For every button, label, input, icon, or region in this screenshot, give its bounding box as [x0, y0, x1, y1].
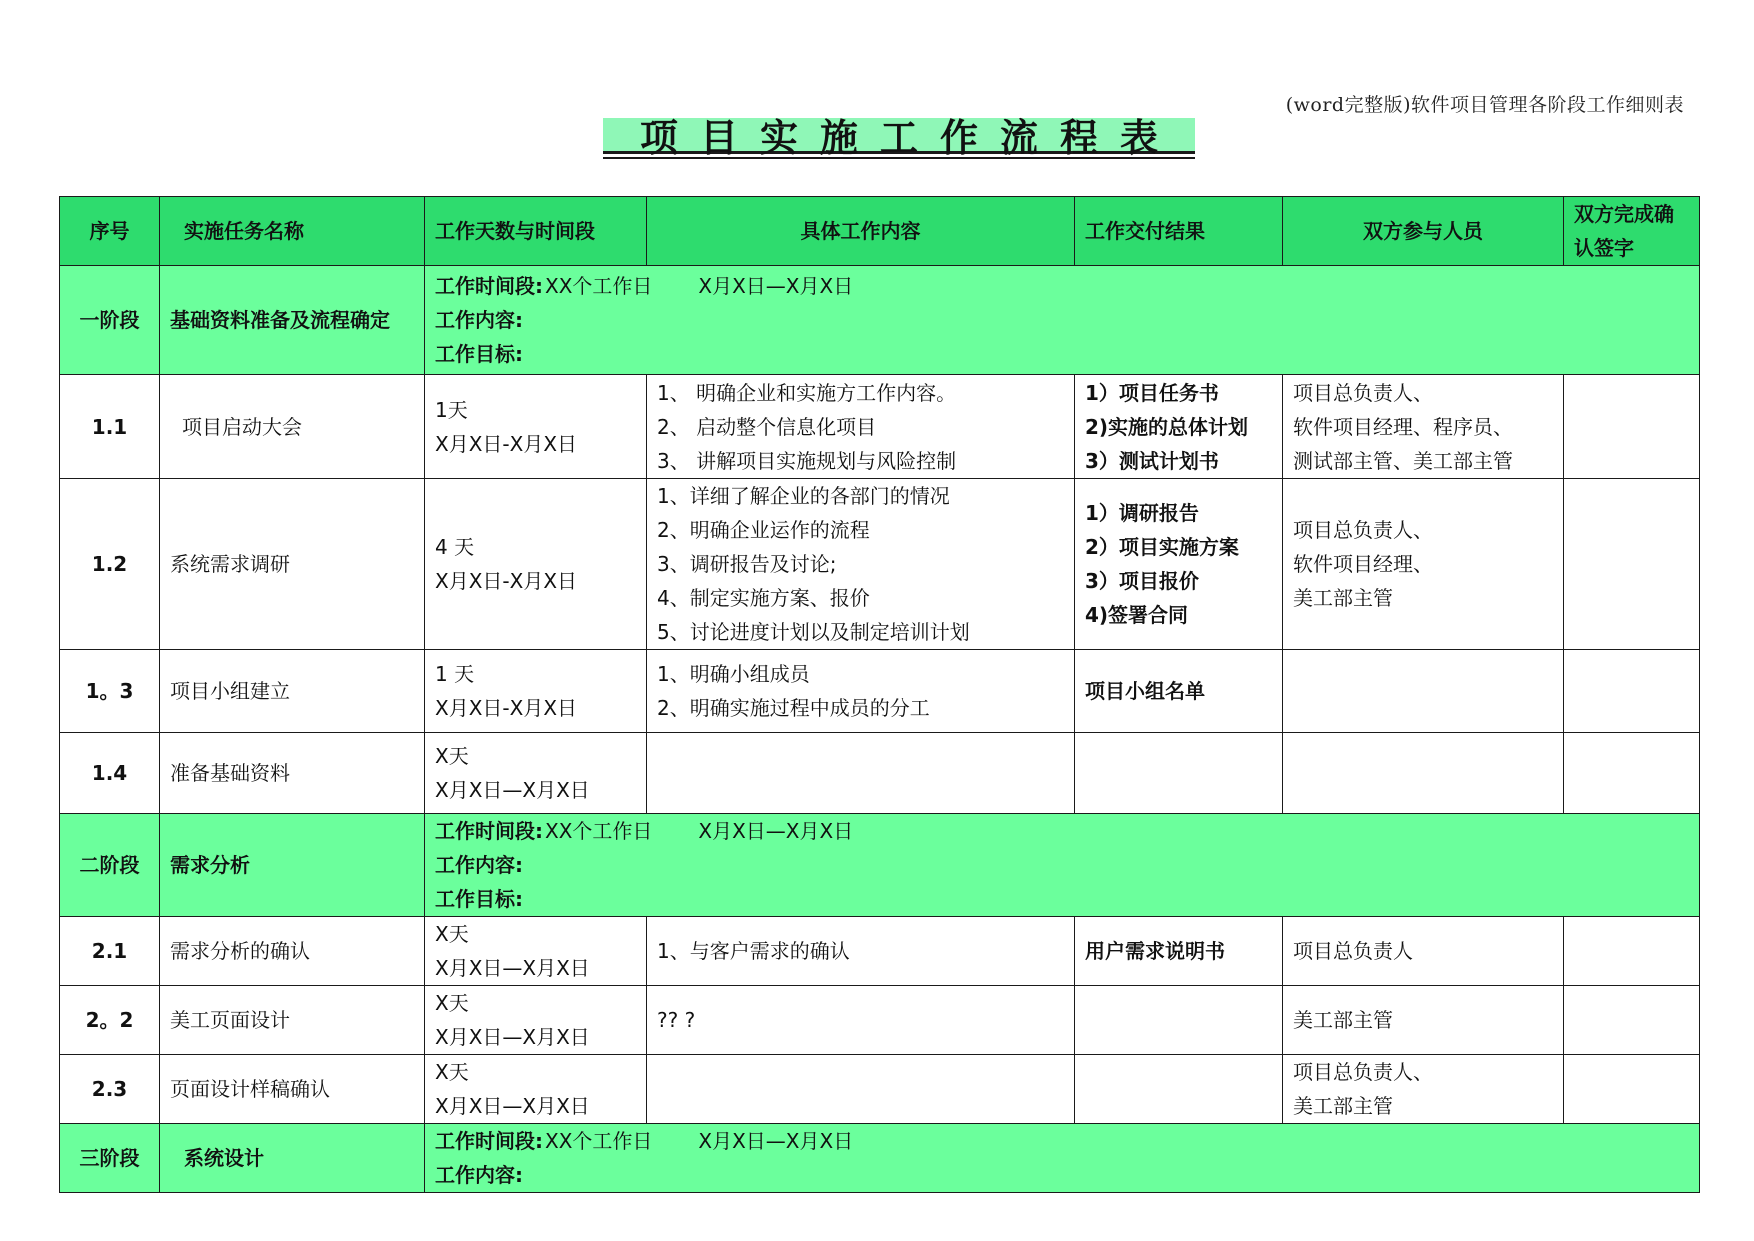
row-task-name: 准备基础资料	[160, 733, 425, 814]
people-line: 美工部主管	[1293, 1008, 1393, 1032]
row-people	[1283, 1055, 1564, 1124]
phase-details	[425, 814, 1700, 917]
row-days	[425, 986, 647, 1055]
content-line: 3、调研报告及讨论;	[657, 552, 837, 576]
result-line: 1）调研报告	[1085, 501, 1199, 525]
row-result	[1075, 917, 1283, 986]
row-signature	[1564, 1055, 1700, 1124]
row-days	[425, 1055, 647, 1124]
table-row	[60, 375, 1700, 479]
row-days-range: X月X日—X月X日	[435, 956, 590, 980]
phase-name: 系统设计	[160, 1124, 425, 1193]
table-row	[60, 986, 1700, 1055]
row-content	[647, 986, 1075, 1055]
content-line: 4、制定实施方案、报价	[657, 586, 870, 610]
table-header-row	[60, 197, 1700, 266]
row-task-name: 需求分析的确认	[160, 917, 425, 986]
result-line: 2）项目实施方案	[1085, 535, 1239, 559]
result-line: 2)实施的总体计划	[1085, 414, 1249, 439]
period-days: XX个工作日	[545, 274, 653, 298]
period-range: X月X日—X月X日	[698, 1129, 854, 1153]
phase-seq: 二阶段	[60, 814, 160, 917]
period-days: XX个工作日	[545, 819, 653, 843]
row-days-count: 1天	[435, 397, 468, 422]
content-line: 1、详细了解企业的各部门的情况	[657, 484, 950, 508]
phase-row-3	[60, 1124, 1700, 1193]
row-seq: 1.4	[60, 733, 160, 814]
phase-details	[425, 266, 1700, 375]
row-people	[1283, 986, 1564, 1055]
content-line: 2、 启动整个信息化项目	[657, 414, 877, 439]
target-label: 工作目标:	[435, 887, 523, 911]
row-days-range: X月X日—X月X日	[435, 1025, 590, 1049]
row-result	[1075, 733, 1283, 814]
result-line: 3）测试计划书	[1085, 448, 1219, 473]
row-signature	[1564, 986, 1700, 1055]
row-task-name: 系统需求调研	[160, 479, 425, 650]
page-title: 项目实施工作流程表	[639, 116, 1180, 160]
column-header-result: 工作交付结果	[1075, 197, 1283, 266]
content-label: 工作内容:	[435, 853, 523, 877]
people-line: 软件项目经理、程序员、	[1293, 414, 1513, 439]
target-label: 工作目标:	[435, 342, 523, 366]
table-row	[60, 917, 1700, 986]
row-signature	[1564, 650, 1700, 733]
row-result	[1075, 479, 1283, 650]
row-days-range: X月X日—X月X日	[435, 778, 590, 802]
phase-name: 需求分析	[160, 814, 425, 917]
content-label: 工作内容:	[435, 308, 523, 332]
row-days-count: X天	[435, 744, 469, 768]
row-seq: 2。2	[60, 986, 160, 1055]
people-line: 项目总负责人、	[1293, 380, 1433, 405]
row-signature	[1564, 375, 1700, 479]
people-line: 美工部主管	[1293, 586, 1393, 610]
result-line: 4)签署合同	[1085, 603, 1189, 627]
column-header-signature: 双方完成确认签字	[1564, 197, 1700, 266]
phase-row-1	[60, 266, 1700, 375]
content-line: 1、明确小组成员	[657, 662, 810, 686]
people-line: 项目总负责人、	[1293, 518, 1433, 542]
table-row	[60, 479, 1700, 650]
content-line: 2、明确实施过程中成员的分工	[657, 696, 930, 720]
column-header-content: 具体工作内容	[647, 197, 1075, 266]
people-line: 软件项目经理、	[1293, 552, 1433, 576]
row-signature	[1564, 479, 1700, 650]
result-line: 3）项目报价	[1085, 569, 1199, 593]
content-line: 1、与客户需求的确认	[657, 939, 850, 963]
period-label: 工作时间段:	[435, 274, 543, 298]
phase-details	[425, 1124, 1700, 1193]
row-days-count: 1 天	[435, 662, 475, 686]
row-content	[647, 917, 1075, 986]
result-line: 项目小组名单	[1085, 679, 1205, 703]
row-people	[1283, 917, 1564, 986]
column-header-days: 工作天数与时间段	[425, 197, 647, 266]
phase-seq: 一阶段	[60, 266, 160, 375]
row-days-count: X天	[435, 922, 469, 946]
row-task-name: 美工页面设计	[160, 986, 425, 1055]
table-row	[60, 1055, 1700, 1124]
row-seq: 1.2	[60, 479, 160, 650]
content-line: 3、 讲解项目实施规划与风险控制	[657, 448, 957, 473]
document-header-note: (word完整版)软件项目管理各阶段工作细则表	[1285, 94, 1684, 116]
content-line: 5、讨论进度计划以及制定培训计划	[657, 620, 970, 644]
period-range: X月X日—X月X日	[698, 274, 854, 298]
period-label: 工作时间段:	[435, 1129, 543, 1153]
row-days	[425, 733, 647, 814]
row-days-count: X天	[435, 1060, 469, 1084]
content-line: 1、 明确企业和实施方工作内容。	[657, 380, 957, 405]
column-header-seq: 序号	[60, 197, 160, 266]
table-row	[60, 733, 1700, 814]
row-content	[647, 1055, 1075, 1124]
row-days-range: X月X日-X月X日	[435, 431, 578, 456]
row-task-name: 项目启动大会	[160, 375, 425, 479]
phase-seq: 三阶段	[60, 1124, 160, 1193]
row-content	[647, 733, 1075, 814]
period-label: 工作时间段:	[435, 819, 543, 843]
row-result	[1075, 986, 1283, 1055]
row-days-count: 4 天	[435, 535, 475, 559]
result-line: 用户需求说明书	[1085, 939, 1225, 963]
row-seq: 1。3	[60, 650, 160, 733]
content-line: ?? ?	[657, 1008, 696, 1032]
row-task-name: 页面设计样稿确认	[160, 1055, 425, 1124]
row-people	[1283, 375, 1564, 479]
result-line: 1）项目任务书	[1085, 380, 1219, 405]
row-seq: 1.1	[60, 375, 160, 479]
row-seq: 2.3	[60, 1055, 160, 1124]
people-line: 美工部主管	[1293, 1094, 1393, 1118]
row-result	[1075, 650, 1283, 733]
row-content	[647, 650, 1075, 733]
row-days	[425, 917, 647, 986]
row-days	[425, 375, 647, 479]
people-line: 项目总负责人、	[1293, 1060, 1433, 1084]
row-task-name: 项目小组建立	[160, 650, 425, 733]
row-people	[1283, 479, 1564, 650]
row-result	[1075, 1055, 1283, 1124]
people-line: 测试部主管、美工部主管	[1293, 448, 1513, 473]
row-days-range: X月X日-X月X日	[435, 696, 578, 720]
row-days	[425, 650, 647, 733]
row-people	[1283, 650, 1564, 733]
row-content	[647, 375, 1075, 479]
row-days	[425, 479, 647, 650]
phase-name: 基础资料准备及流程确定	[160, 266, 425, 375]
row-signature	[1564, 733, 1700, 814]
people-line: 项目总负责人	[1293, 939, 1413, 963]
table-row	[60, 650, 1700, 733]
row-people	[1283, 733, 1564, 814]
row-days-range: X月X日—X月X日	[435, 1094, 590, 1118]
row-signature	[1564, 917, 1700, 986]
content-line: 2、明确企业运作的流程	[657, 518, 870, 542]
row-seq: 2.1	[60, 917, 160, 986]
workflow-table	[59, 196, 1700, 1193]
row-days-count: X天	[435, 991, 469, 1015]
column-header-task-name: 实施任务名称	[160, 197, 425, 266]
title-banner	[603, 116, 1195, 160]
phase-row-2	[60, 814, 1700, 917]
column-header-people: 双方参与人员	[1283, 197, 1564, 266]
content-label: 工作内容:	[435, 1163, 523, 1187]
row-content	[647, 479, 1075, 650]
period-range: X月X日—X月X日	[698, 819, 854, 843]
row-days-range: X月X日-X月X日	[435, 569, 578, 593]
period-days: XX个工作日	[545, 1129, 653, 1153]
row-result	[1075, 375, 1283, 479]
